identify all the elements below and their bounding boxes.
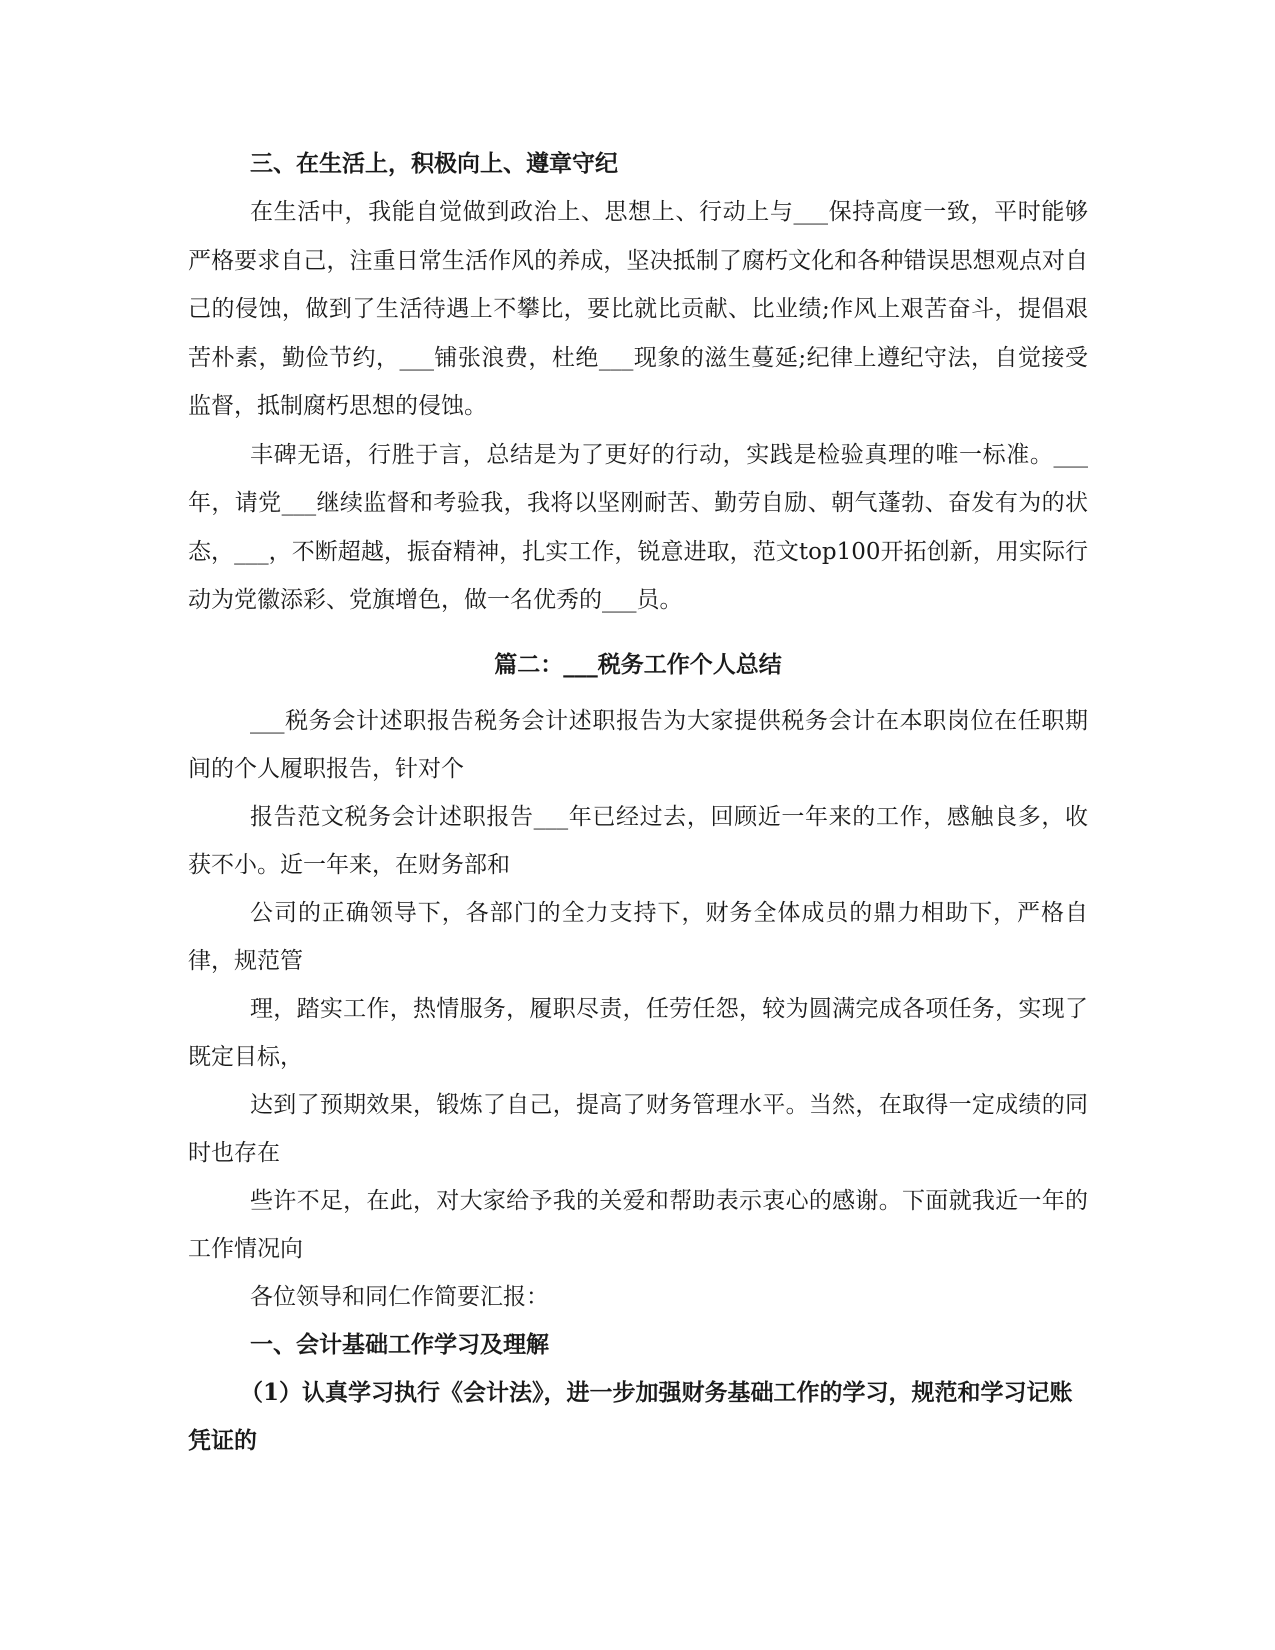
paragraph-report-5: 达到了预期效果，锻炼了自己，提高了财务管理水平。当然，在取得一定成绩的同时也存在 bbox=[188, 1091, 1088, 1166]
part-two-title: 篇二：___税务工作个人总结 bbox=[494, 650, 782, 678]
paragraph-report-2: 报告范文税务会计述职报告___年已经过去，回顾近一年来的工作，感触良多，收获不小。近一年来，在财务部和 bbox=[188, 803, 1088, 878]
section-heading-life: 三、在生活上，积极向上、遵章守纪 bbox=[250, 150, 618, 177]
paragraph-report-7: 各位领导和同仁作简要汇报： bbox=[250, 1283, 549, 1310]
paragraph-report-4: 理，踏实工作，热情服务，履职尽责，任劳任怨，较为圆满完成各项任务，实现了既定目标， bbox=[188, 995, 1088, 1070]
paragraph-conclusion: 丰碑无语，行胜于言，总结是为了更好的行动，实践是检验真理的唯一标准。___年，请党___继续监督和考验我，我将以坚刚耐苦、勤劳自励、朝气蓬勃、奋发有为的状态，___，不断超越，振奋精神，扎实工作，锐意进取，范文top100开拓创新，用实际行动为党徽添彩、党旗增色，做一名优秀的___员。 bbox=[188, 441, 1088, 613]
paragraph-report-3: 公司的正确领导下，各部门的全力支持下，财务全体成员的鼎力相助下，严格自律，规范管 bbox=[188, 899, 1088, 974]
paragraph-report-6: 些许不足，在此，对大家给予我的关爱和帮助表示衷心的感谢。下面就我近一年的工作情况向 bbox=[188, 1187, 1088, 1262]
document-body bbox=[188, 140, 1088, 1465]
paragraph-life: 在生活中，我能自觉做到政治上、思想上、行动上与___保持高度一致，平时能够严格要求自己，注重日常生活作风的养成，坚决抵制了腐朽文化和各种错误思想观点对自己的侵蚀，做到了生活待遇上不攀比，要比就比贡献、比业绩;作风上艰苦奋斗，提倡艰苦朴素，勤俭节约，___铺张浪费，杜绝___现象的滋生蔓延;纪律上遵纪守法，自觉接受监督，抵制腐朽思想的侵蚀。 bbox=[188, 199, 1088, 419]
list-item-accounting-law: （1）认真学习执行《会计法》，进一步加强财务基础工作的学习，规范和学习记账凭证的 bbox=[188, 1378, 1073, 1454]
section-heading-accounting: 一、会计基础工作学习及理解 bbox=[250, 1330, 549, 1358]
paragraph-report-1: ___税务会计述职报告税务会计述职报告为大家提供税务会计在本职岗位在任职期间的个人履职报告，针对个 bbox=[188, 707, 1088, 782]
